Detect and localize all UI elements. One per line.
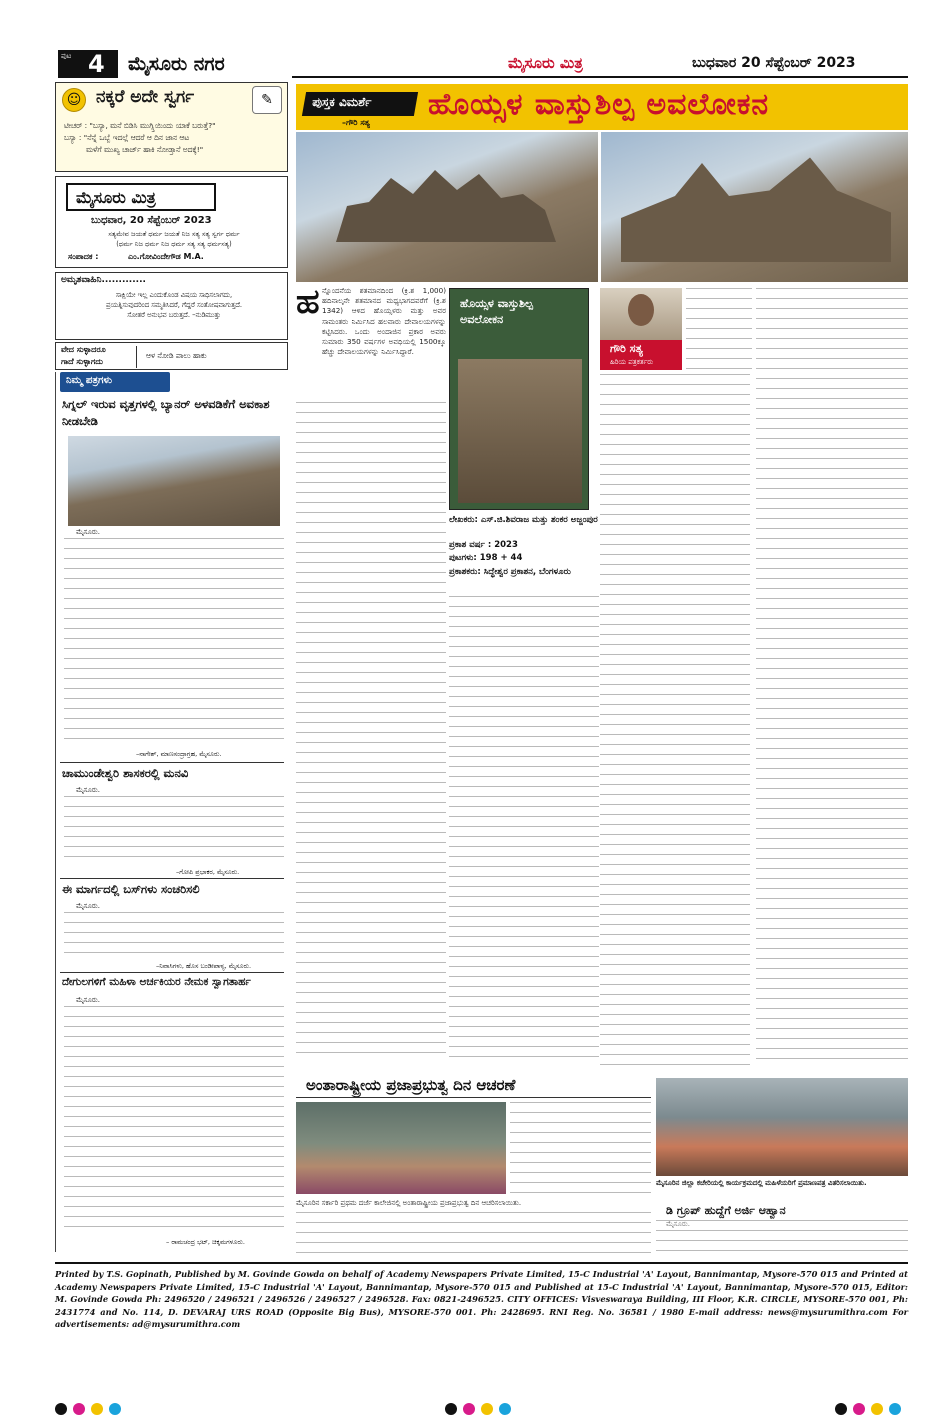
amrutha-line-3: ಸೋತರೆ ಅನುಭವ ಬರುತ್ತದೆ. –ನುಡಿಮುತ್ತು [127, 311, 221, 319]
notice-title: ಡಿ ಗ್ರೂಪ್ ಹುದ್ದೆಗೆ ಅರ್ಜಿ ಆಹ್ವಾನ [666, 1204, 786, 1217]
author-caption-box [600, 340, 682, 370]
edition-tagline-2: (ಧರ್ಮ ನಿಜ ಧರ್ಮ ನಿಜ ಧರ್ಮ ಸತ್ಯ ಸತ್ಯ ಧರ್ಮಸತ್ಯ) [116, 240, 232, 248]
ceremony-photo [656, 1078, 908, 1176]
editor-name: ಎಂ.ಗೋವಿಂದೇಗೌಡ M.A. [128, 252, 204, 261]
story4-rule [60, 972, 284, 973]
dropcap: ಹ [296, 282, 320, 322]
registration-center [445, 1400, 517, 1419]
amrutha-line-1: ಸಾಕ್ಷಿಯೇ ಇಲ್ಲ ಎಂದುಕೊಂಡ ವಿಷಯ ಸಾಧಿಸಲಾಗದು, [115, 291, 233, 299]
masthead [58, 50, 908, 78]
temple-photo-right [601, 132, 908, 282]
democracy-title-box [296, 1074, 651, 1098]
book-cover-sculpture [458, 359, 582, 503]
book-publisher: ಪ್ರಕಾಶಕರು: ಸಿದ್ಧೇಶ್ವರ ಪ್ರಕಾಶನ, ಬೆಂಗಳೂರು [449, 567, 571, 577]
proverb-left-2: ಗಾದೆ ಸುಳ್ಳಾಗದು [61, 357, 103, 366]
book-author: ಲೇಖಕರು: ಎಸ್.ಜಿ.ಶಿವರಾಜ ಮತ್ತು ಶಂಕರ ಅಜ್ಜಂಪುರ [449, 515, 598, 525]
joke-box [55, 82, 288, 172]
story3-body [64, 912, 284, 960]
author-name: ಗೌರಿ ಸತ್ಯ [610, 342, 643, 355]
story4-body [64, 1006, 284, 1236]
author-caption: ಹಿರಿಯ ಪತ್ರಕರ್ತರು [610, 358, 654, 366]
proverb-box [55, 342, 288, 370]
registration-right [835, 1400, 907, 1419]
imprint [55, 1262, 908, 1329]
story1-photo [68, 436, 280, 526]
feature-col-3-body [600, 374, 750, 1066]
democracy-caption: ಮೈಸೂರಿನ ಸರ್ಕಾರಿ ಪ್ರಥಮ ದರ್ಜೆ ಕಾಲೇಜಿನಲ್ಲಿ ಅಂತಾರಾಷ್ಟ್ರೀಯ ಪ್ರಜಾಪ್ರಭುತ್ವ ದಿನ ಆಚರಿಸಲಾಯಿತು. [296, 1199, 522, 1207]
issue-date: ಬುಧವಾರ 20 ಸೆಪ್ಟೆಂಬರ್ 2023 [692, 55, 856, 71]
story2-signature: –ಗೋಪಿ ಪ್ರಭಾಕರ, ಮೈಸೂರು. [176, 868, 240, 876]
democracy-photo [296, 1102, 506, 1194]
story1-signature: –ನಾಗೇಶ್, ಮಾಣಸಂದ್ರಾಗ್ರಹ, ಮೈಸೂರು. [136, 750, 222, 758]
letters-header [60, 372, 170, 392]
story2-body [64, 796, 284, 866]
notice-body [656, 1220, 908, 1254]
temple-photo-left [296, 132, 598, 282]
edition-logo-box [66, 183, 216, 211]
right-news [656, 1074, 908, 1254]
book-year: ಪ್ರಕಾಶ ವರ್ಷ : 2023 [449, 540, 518, 550]
story3-title: ಈ ಮಾರ್ಗದಲ್ಲಿ ಬಸ್‌ಗಳು ಸಂಚರಿಸಲಿ [62, 882, 200, 896]
story4-signature: – ರಾಮಚಂದ್ರ ಭಟ್, ಚಿಕ್ಕಮಗಳೂರು. [166, 1238, 245, 1246]
feature-col-4-body [756, 288, 908, 1066]
democracy-title: ಅಂತಾರಾಷ್ಟ್ರೀಯ ಪ್ರಜಾಪ್ರಭುತ್ವ ದಿನ ಆಚರಣೆ [306, 1076, 516, 1094]
story4-title: ದೇಗುಲಗಳಿಗೆ ಮಹಿಳಾ ಅರ್ಚಕಿಯರ ನೇಮಕ ಸ್ವಾಗತಾರ್ಹ [62, 976, 251, 988]
feature-tag-label: ಪುಸ್ತಕ ವಿಮರ್ಶೆ [312, 95, 372, 109]
edition-box [55, 176, 288, 268]
feature-col-4-body-top [686, 288, 752, 372]
proverb-divider [136, 346, 137, 368]
feature-col-1-body [296, 402, 446, 1062]
democracy-section [296, 1074, 651, 1254]
feature-byline: –ಗೌರಿ ಸತ್ಯ [342, 118, 370, 127]
joke-title: ನಕ್ಕರೆ ಅದೇ ಸ್ವರ್ಗ [96, 87, 195, 107]
story2-title: ಚಾಮುಂಡೇಶ್ವರಿ ಶಾಸಕರಲ್ಲಿ ಮನವಿ [62, 766, 189, 780]
story2-rule [60, 762, 284, 763]
joke-line-2: ಬಸ್ಯಾ : "ನೆನ್ನೆ ಒಬ್ಬೆ ಇದಲ್ಲೆ ಆದರೆ ಆ ದಿನ ಜಾನ ಆಟ [64, 133, 190, 142]
amrutha-box [55, 272, 288, 340]
editor-label: ಸಂಪಾದಕ : [68, 252, 99, 261]
feature-tag [302, 92, 418, 116]
feature-col-2-body [449, 596, 599, 1066]
feature-title: ಹೊಯ್ಸಳ ವಾಸ್ತುಶಿಲ್ಪ ಅವಲೋಕನ [428, 87, 770, 122]
story3-rule [60, 878, 284, 879]
story1-body [64, 538, 284, 748]
author-photo [600, 288, 682, 340]
section-title: ಮೈಸೂರು ನಗರ [128, 53, 225, 75]
edition-logo: ಮೈಸೂರು ಮಿತ್ರ [76, 188, 156, 207]
temple-silhouette-left [336, 162, 556, 242]
imprint-text: Printed by T.S. Gopinath, Published by M. Govinde Gowda on behalf of Academy Newspapers Private Limited, 15-C Industrial 'A' Layout, Bannimantap, Mysore-570 015 and Printed at Academy Newspapers Private Limited, 15-C Industrial 'A' Layout, Bannimantap, Mysore-570 015 and Published at 15-C Industrial 'A' Layout, Bannimantap, Mysore-570 015, Editor: M. Govinde Gowda Ph: 2496520 / 2496521 / 2496526 / 2496527 / 2496528. Fax: 0821-2496525. CITY OFFICES: Visveswaraya Building, III Floor, K.R. CIRCLE, MYSORE-570 001, Ph: 2431774 and No. 114, D. DEVARAJ URS ROAD (Opposite Big Bus), MYSORE-570 001. Ph: 2428695. RNI Reg. No. 36581 / 1980 E-mail address: news@mysurumithra.com For advertisements: ad@mysurumithra.com [55, 1269, 908, 1329]
proverb-left-1: ವೇದ ಸುಳ್ಳಾದರೂ [61, 345, 106, 354]
feature-header [296, 84, 908, 130]
story2-dateline: ಮೈಸೂರು. [76, 786, 101, 794]
page-number-badge [58, 50, 118, 78]
registration-marks [55, 1400, 908, 1414]
story3-dateline: ಮೈಸೂರು. [76, 902, 101, 910]
democracy-side-text [510, 1102, 651, 1194]
paper-logo: ಮೈಸೂರು ಮಿತ್ರ [508, 54, 583, 72]
book-cover-title-1: ಹೊಯ್ಸಳ ವಾಸ್ತುಶಿಲ್ಪ [460, 297, 533, 310]
story4-dateline: ಮೈಸೂರು. [76, 996, 101, 1004]
book-pages: ಪುಟಗಳು: 198 + 44 [449, 553, 523, 563]
story3-signature: –ನಿವಾಸಿಗಳು, ಹೊಸ ಬಂಡೀಪಾಳ್ಯ, ಮೈಸೂರು. [156, 962, 252, 970]
feature-col-1 [296, 282, 446, 1066]
joke-line-1: ಟೀಚರ್ : "ಬಸ್ಯಾ, ಮನೆ ಬಿಡಿಸಿ ಮುಗ್ಸ್ತಿಯಿಂದು ಯಾಕೆ ಬರುತ್ತೆ?" [64, 121, 216, 130]
edition-date: ಬುಧವಾರ, 20 ಸೆಪ್ಟೆಂಬರ್ 2023 [91, 215, 212, 226]
book-cover [449, 288, 589, 510]
edition-tagline-1: ಸತ್ಯಮೇವ ಜಯತೆ ಧರ್ಮ ಜಯತೆ ನಿಜ ಸತ್ಯ ಸತ್ಯ ಸ್ವರ್ಗ ಧರ್ಮ [108, 230, 240, 238]
story1-dateline: ಮೈಸೂರು. [76, 528, 101, 536]
registration-left [55, 1400, 127, 1419]
amrutha-title: ಅಮೃತವಾಹಿನಿ............. [61, 275, 146, 285]
masthead-rule [292, 76, 908, 78]
temple-silhouette-right [621, 152, 891, 262]
book-info [449, 514, 599, 592]
joke-cartoon-icon: ✎ [252, 86, 282, 114]
feature-lead: ನ್ನೊಂದನೆಯ ಶತಮಾನದಿಂದ (ಕ್ರಿ.ಶ 1,000) ಹದಿನಾಲ್ಕನೇ ಶತಮಾನದ ಮಧ್ಯಭಾಗದವರೆಗೆ (ಕ್ರಿ.ಶ 1342) ಆಳಿದ ಹೊಯ್ಸಳರು ಮತ್ತು ಅವರ ಸಾಮಂತರು ನಿರ್ಮಿಸಿದ ಹಲವಾರು ದೇವಾಲಯಗಳನ್ನು ಕಟ್ಟಿಸಿದರು. ಒಂದು ಅಂದಾಜಿನ ಪ್ರಕಾರ ಅವರು ಸುಮಾರು 350 ವರ್ಷಗಳ ಅವಧಿಯಲ್ಲಿ 1500ಕ್ಕೂ ಹೆಚ್ಚು ದೇವಾಲಯಗಳನ್ನು ನಿರ್ಮಿಸಿದ್ದಾರೆ. [322, 286, 446, 357]
letters-header-title: ನಿಮ್ಮ ಪತ್ರಗಳು [66, 375, 113, 386]
joke-line-3: ಮಳೆಗೆ ಮುಖ್ಯ ಚಾರ್ಜ್ ಹಾಕಿ ನೋಡ್ತಾನೆ ಅದಕ್ಕೆ!" [86, 145, 204, 154]
page-number: 4 [88, 50, 105, 78]
laughing-face-icon: ☺ [62, 88, 86, 112]
proverb-right: ಆಳ ನೋಡಿ ಪಾಲು ಹಾಕು [146, 351, 207, 360]
notice-dateline: ಮೈಸೂರು. [666, 1220, 691, 1228]
amrutha-line-2: ಪ್ರಯತ್ನಿಸುವುದರಿಂದ ಸಮ್ಮತಿಸಿದರೆ, ಗೆದ್ದರೆ ಸಂತೋಷವಾಗುತ್ತದೆ. [105, 301, 243, 309]
democracy-body [296, 1212, 651, 1254]
book-cover-title-2: ಅವಲೋಕನ [460, 313, 504, 326]
page-label: ಪುಟ [61, 52, 72, 60]
ceremony-caption: ಮೈಸೂರಿನ ಜಿಲ್ಲಾ ಕಚೇರಿಯಲ್ಲಿ ಕಾರ್ಯಕ್ರಮದಲ್ಲಿ ಮಹಿಳೆಯರಿಗೆ ಪ್ರಮಾಣಪತ್ರ ವಿತರಿಸಲಾಯಿತು. [656, 1179, 867, 1187]
letters-section [55, 372, 288, 1252]
story1-title: ಸಿಗ್ನಲ್ ಇರುವ ವೃತ್ತಗಳಲ್ಲಿ ಬ್ಯಾನರ್ ಅಳವಡಿಕೆಗೆ ಅವಕಾಶ ನೀಡಬೇಡಿ [62, 397, 270, 428]
author-face [628, 294, 654, 326]
